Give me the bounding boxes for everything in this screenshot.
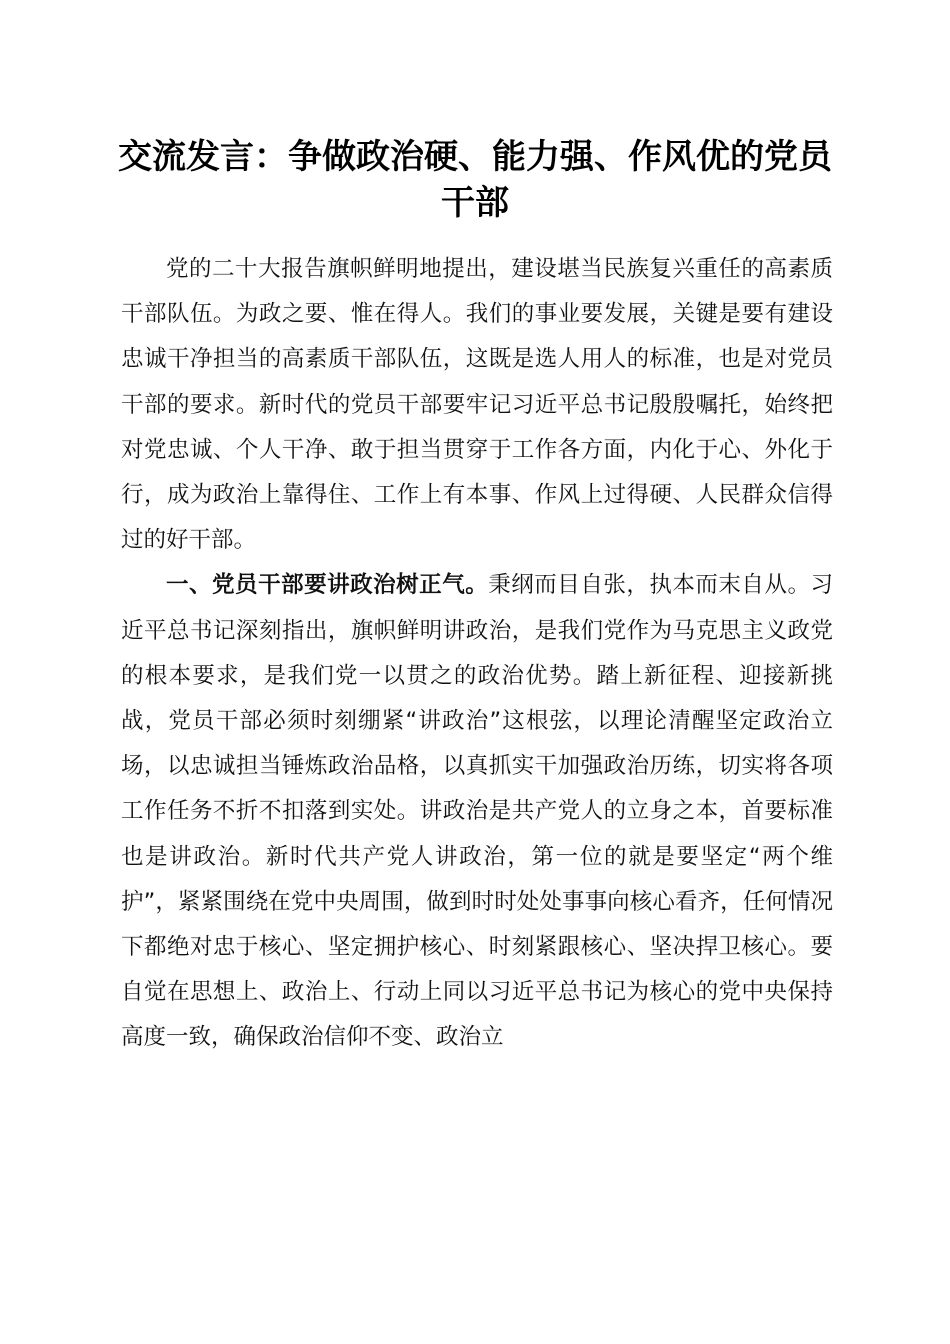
section-one-text: 秉纲而目自张，执本而末自从。习近平总书记深刻指出，旗帜鲜明讲政治，是我们党作为马克思主义政党的根本要求，是我们党一以贯之的政治优势。踏上新征程、迎接新挑战，党员干部必须时刻绷紧“讲政治”这根弦，以理论清醒坚定政治立场，以忠诚担当锤炼政治品格，以真抓实干加强政治历练，切实将各项工作任务不折不扣落到实处。讲政治是共产党人的立身之本，首要标准也是讲政治。新时代共产党人讲政治，第一位的就是要坚定“两个维护”，紧紧围绕在党中央周围，做到时时处处事事向核心看齐，任何情况下都绝对忠于核心、坚定拥护核心、时刻紧跟核心、坚决捍卫核心。要自觉在思想上、政治上、行动上同以习近平总书记为核心的党中央保持高度一致，确保政治信仰不变、政治立 <box>121 572 833 1051</box>
document-title: 交流发言：争做政治硬、能力强、作风优的党员干部 <box>118 137 832 223</box>
intro-paragraph <box>121 247 833 563</box>
intro-paragraph-text: 党的二十大报告旗帜鲜明地提出，建设堪当民族复兴重任的高素质干部队伍。为政之要、惟在得人。我们的事业要发展，关键是要有建设忠诚干净担当的高素质干部队伍，这既是选人用人的标准，也是对党员干部的要求。新时代的党员干部要牢记习近平总书记殷殷嘱托，始终把对党忠诚、个人干净、敢于担当贯穿于工作各方面，内化于心、外化于行，成为政治上靠得住、工作上有本事、作风上过得硬、人民群众信得过的好干部。 <box>121 256 833 554</box>
section-one-paragraph <box>121 563 833 1060</box>
document-body <box>121 247 833 1061</box>
section-one-heading: 一、党员干部要讲政治树正气。 <box>166 572 489 599</box>
